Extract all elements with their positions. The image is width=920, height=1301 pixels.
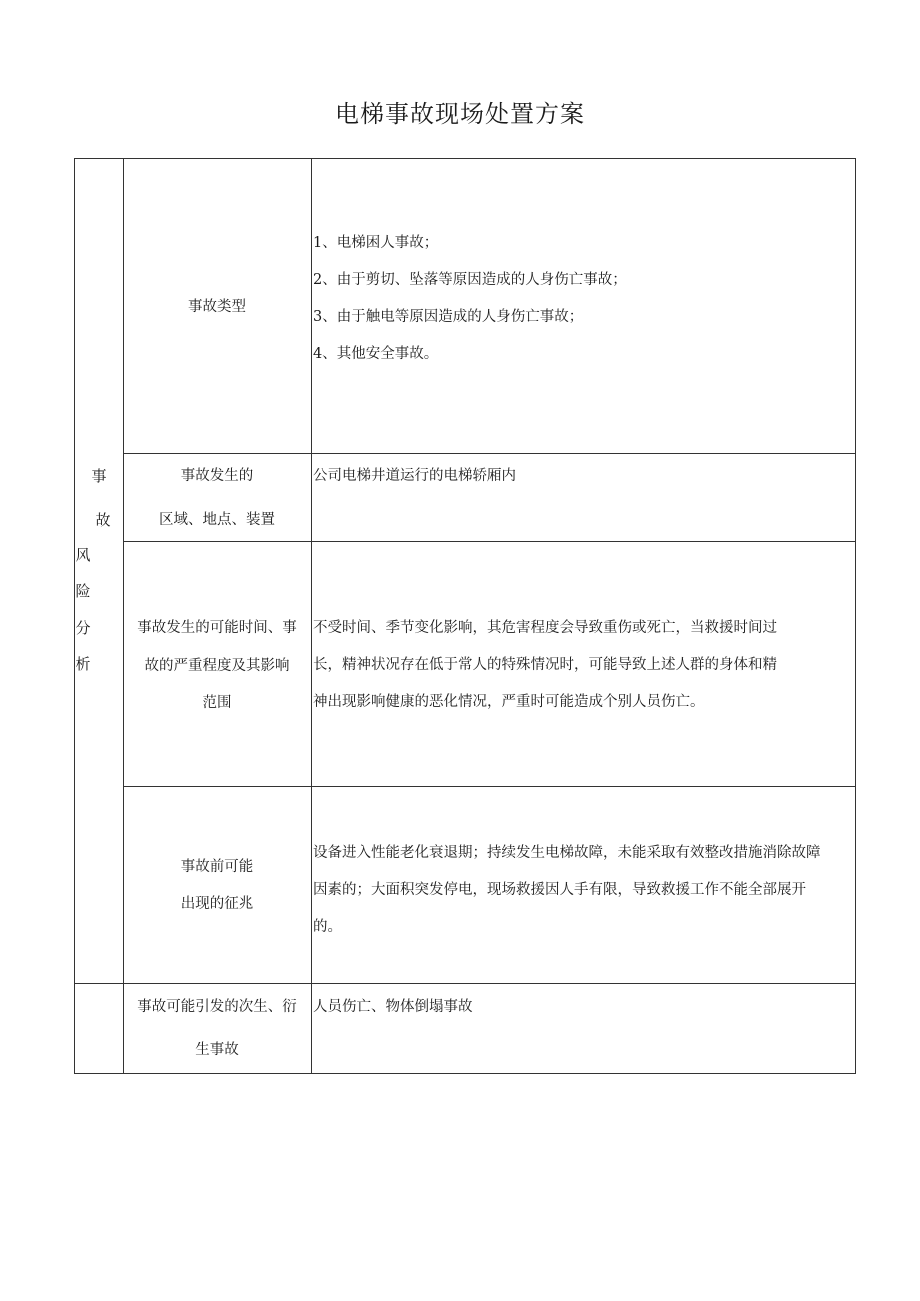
- accident-type-item: 3、由于触电等原因造成的人身伤亡事故；: [313, 309, 584, 325]
- signs-content-line: 的。: [313, 919, 342, 935]
- side-header-char: 险: [75, 582, 91, 600]
- row-divider-2: [123, 541, 855, 542]
- side-header-char: 析: [75, 655, 91, 673]
- row-label-location: 事故发生的: [180, 468, 254, 484]
- accident-type-item: 2、由于剪切、坠落等原因造成的人身伤亡事故；: [313, 272, 627, 288]
- signs-content-line: 设备进入性能老化衰退期；持续发生电梯故障，未能采取有效整改措施消除故障: [313, 845, 821, 861]
- accident-type-item: 1、电梯困人事故；: [313, 235, 439, 251]
- severity-content-line: 神出现影响健康的恶化情况，严重时可能造成个别人员伤亡。: [313, 694, 705, 710]
- risk-analysis-table: [74, 158, 856, 1074]
- accident-type-item: 4、其他安全事故。: [313, 346, 439, 362]
- row-divider-1: [123, 453, 855, 454]
- row-divider-4: [75, 983, 855, 984]
- row-label-severity: 范围: [202, 695, 232, 711]
- side-header-char: 事: [91, 467, 107, 485]
- row-label-location: 区域、地点、装置: [159, 512, 275, 528]
- col-divider-1: [123, 159, 124, 1073]
- row-label-signs: 事故前可能: [180, 859, 254, 875]
- location-content: 公司电梯井道运行的电梯轿厢内: [313, 468, 516, 484]
- side-header-char: 风: [75, 546, 91, 564]
- severity-content-line: 长，精神状况存在低于常人的特殊情况时，可能导致上述人群的身体和精: [313, 657, 777, 673]
- document-title: 电梯事故现场处置方案: [335, 100, 585, 128]
- row-label-secondary: 事故可能引发的次生、衍: [137, 999, 297, 1015]
- severity-content-line: 不受时间、季节变化影响，其危害程度会导致重伤或死亡，当救援时间过: [313, 620, 777, 636]
- row-divider-3: [123, 786, 855, 787]
- row-label-severity: 事故发生的可能时间、事: [137, 620, 297, 636]
- row-label-signs: 出现的征兆: [180, 896, 254, 912]
- signs-content-line: 因素的；大面积突发停电，现场救援因人手有限，导致救援工作不能全部展开: [313, 882, 806, 898]
- side-header-char: 故: [95, 511, 111, 529]
- secondary-content: 人员伤亡、物体倒塌事故: [313, 999, 473, 1015]
- side-header-char: 分: [75, 619, 91, 637]
- row-label-severity: 故的严重程度及其影响: [144, 658, 290, 674]
- row-label-accident-type: 事故类型: [188, 299, 246, 315]
- col-divider-2: [311, 159, 312, 1073]
- row-label-secondary: 生事故: [195, 1042, 239, 1058]
